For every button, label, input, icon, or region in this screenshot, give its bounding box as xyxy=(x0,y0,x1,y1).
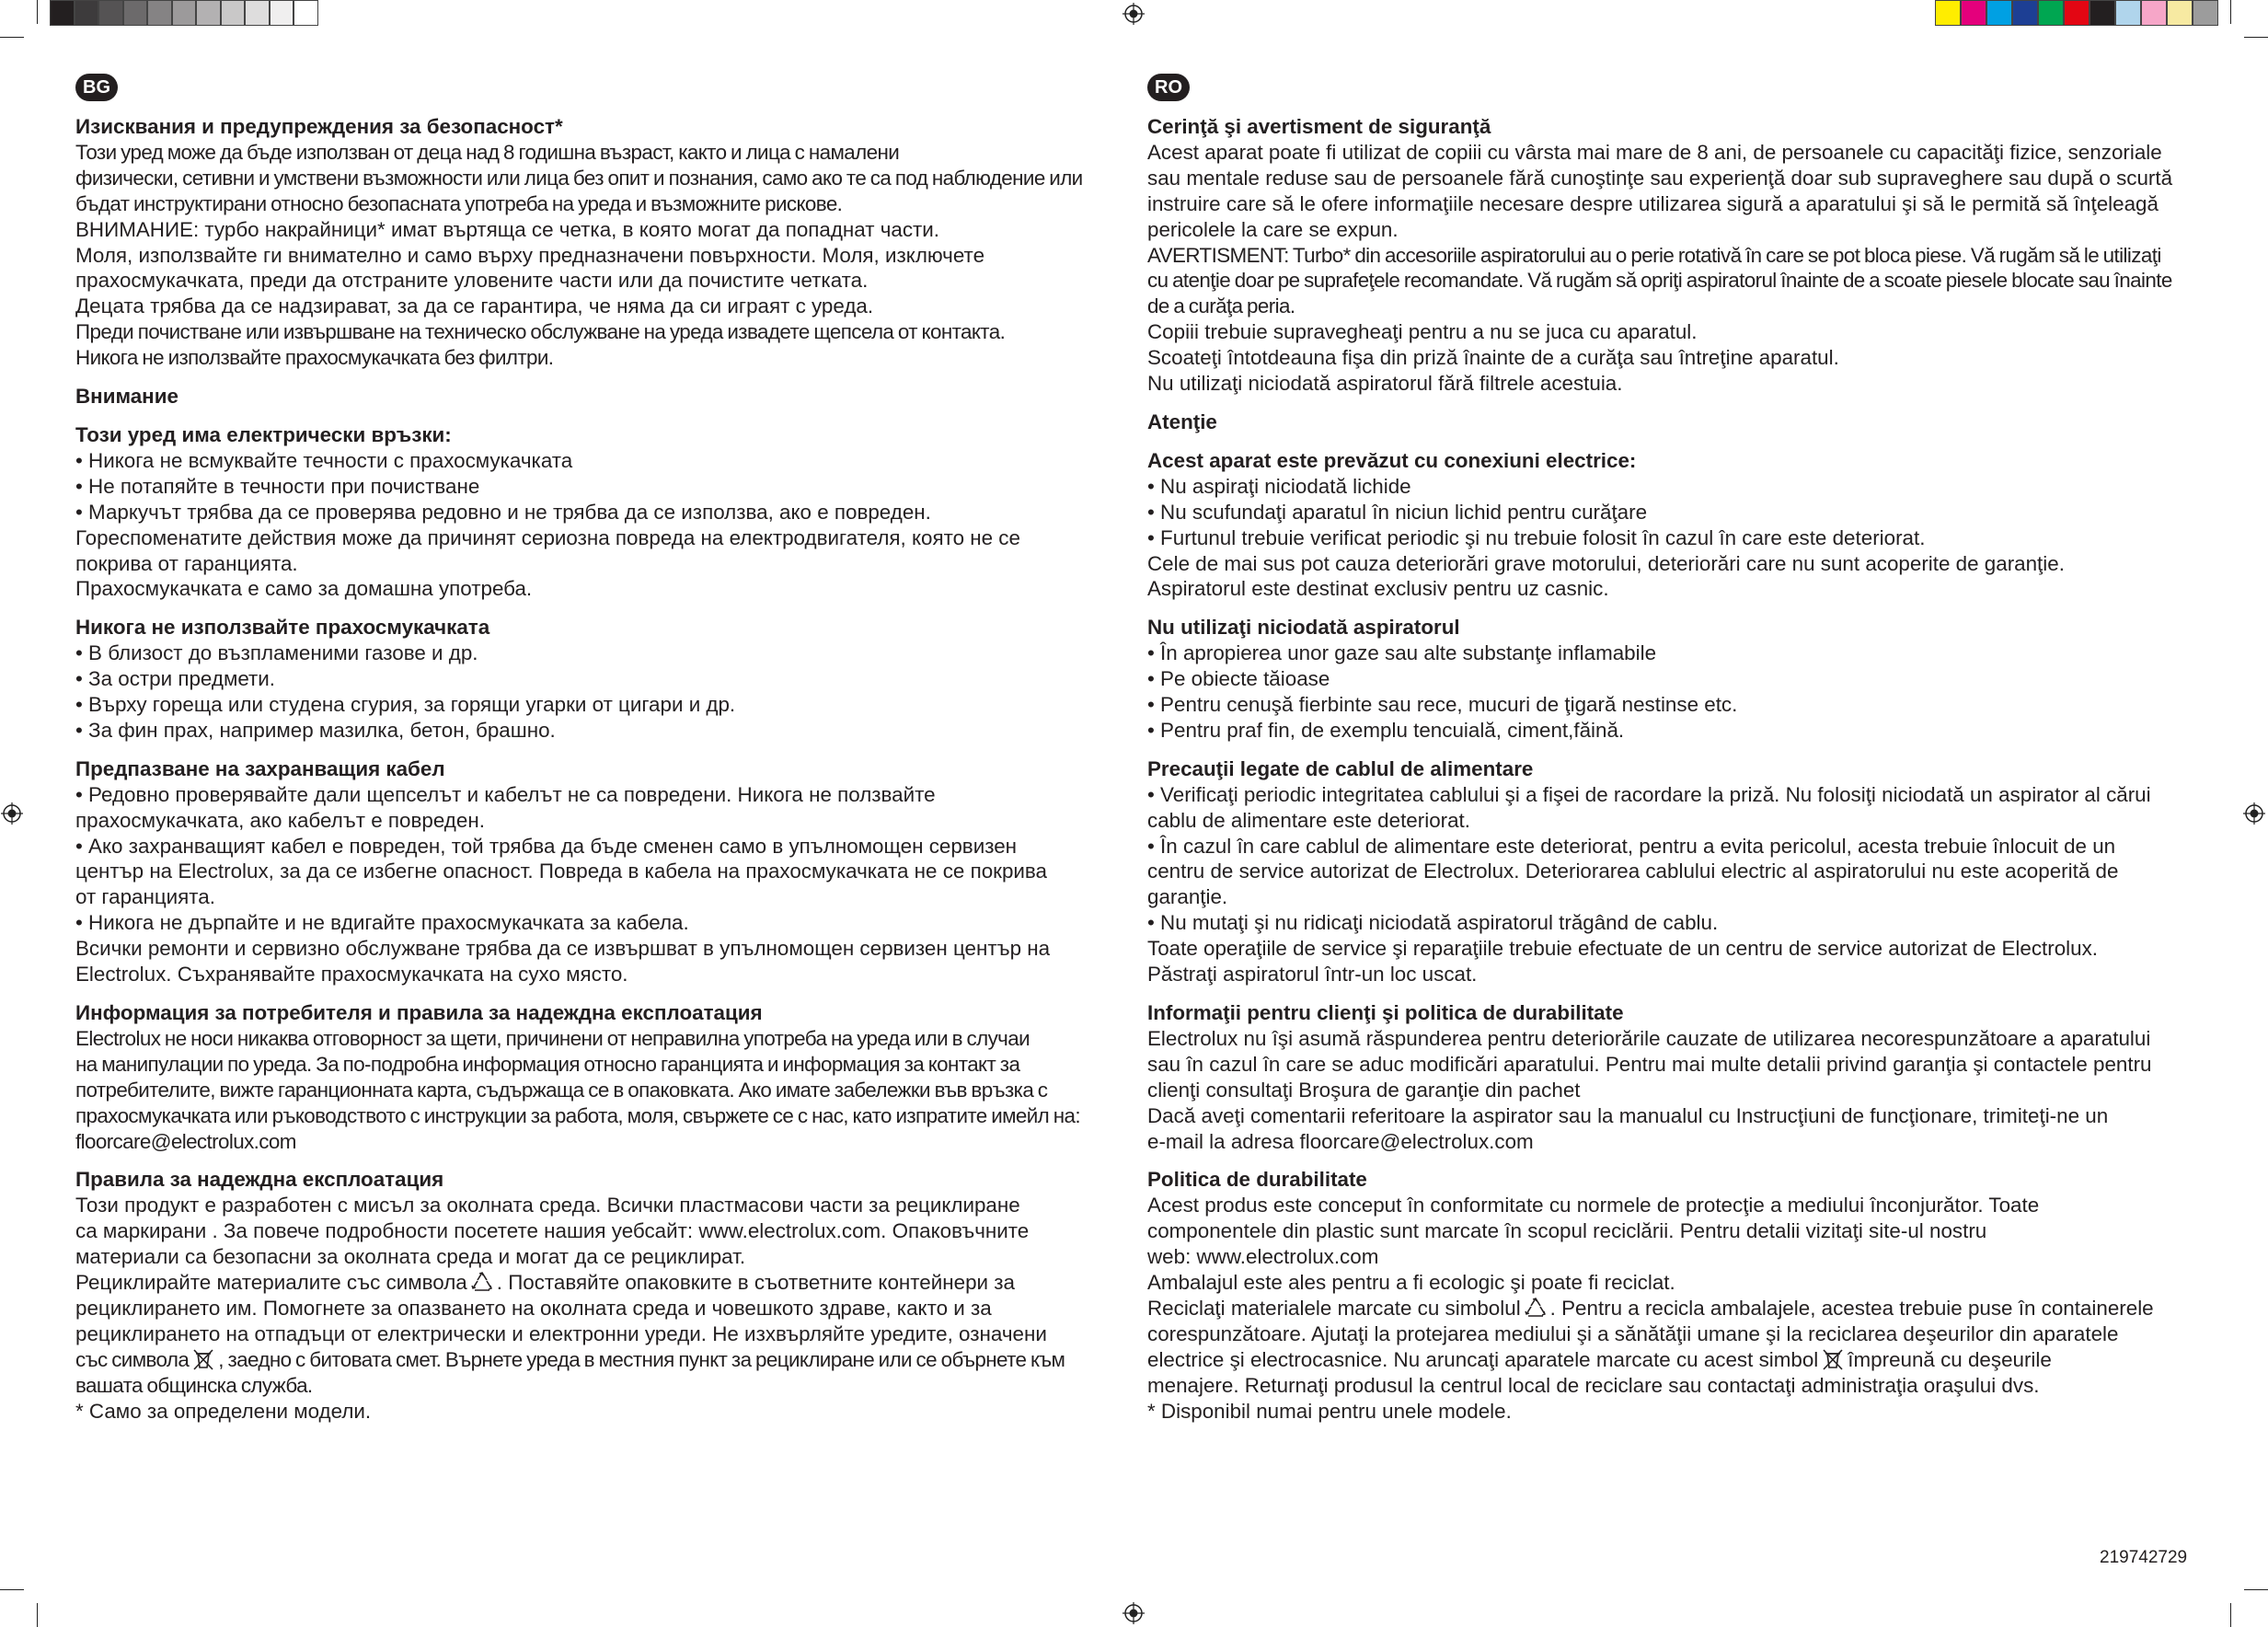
email-text: e-mail la adresa floorcare@electrolux.com xyxy=(1147,1129,1534,1153)
paragraph-line: са маркирани . За повече подробности посетете нашия уебсайт: www.electrolux.com. Опаковъчните xyxy=(75,1219,1030,1243)
paragraph-line: corespunzătoare. Ajutaţi la protejarea mediului şi a sănătăţii umane şi la reciclarea deşeurilor din aparatele xyxy=(1147,1321,2119,1345)
color-calibration-bar xyxy=(1935,0,2218,28)
color-swatch-3 xyxy=(1986,0,2012,26)
paragraph-line: Преди почистване или извършване на техническо обслужване на уреда извадете щепсела от контакта. xyxy=(75,320,1006,344)
paragraph-line: рециклирането им. Помогнете за опазването на околната среда и човешкото здраве, както и за xyxy=(75,1296,992,1320)
list-item: • Никога не дърпайте и не вдигайте прахосмукачката за кабела. xyxy=(75,911,689,935)
paragraph-line: Acest produs este conceput în conformitate cu normele de protecţie a mediului înconjurător. Toate xyxy=(1147,1194,2040,1217)
section-heading: Предпазване на захранващия кабел xyxy=(75,756,445,780)
list-item: • Pentru praf fin, de exemplu tencuială, ciment,făină. xyxy=(1147,718,1625,742)
grayscale-calibration-bar xyxy=(50,0,318,28)
trim-mark xyxy=(2230,1603,2231,1627)
paragraph-line: componentele din plastic sunt marcate în scopul reciclării. Pentru detalii vizitaţi site-ul nostru xyxy=(1147,1219,1987,1243)
trim-mark xyxy=(37,0,38,24)
gray-swatch-4 xyxy=(123,0,148,26)
paragraph-line: Scoateţi întotdeauna fişa din priză înainte de a curăţa sau întreţine aparatul. xyxy=(1147,346,1839,370)
paragraph-line: Гореспоменатите действия може да причинят сериозна повреда на електродвигателя, която не се xyxy=(75,525,1020,549)
paragraph-line: Cele de mai sus pot cauza deteriorări grave motorului, deteriorări care nu sunt acoperite de garanţie. xyxy=(1147,551,2065,575)
section-heading: Този уред има електрически връзки: xyxy=(75,422,452,446)
crossed-bin-icon xyxy=(191,1347,215,1371)
list-item: • Pentru cenuşă fierbinte sau rece, mucuri de ţigară nestinse etc. xyxy=(1147,693,1738,717)
document-number: 219742729 xyxy=(2100,1548,2188,1567)
text-fragment: . Pentru a recicla ambalajele, acestea trebuie puse în containerele xyxy=(1549,1296,2154,1320)
gray-swatch-8 xyxy=(221,0,246,26)
paragraph-line: ВНИМАНИЕ: турбо накрайници* имат въртяща се четка, в която могат да попаднат части. xyxy=(75,217,940,241)
paragraph-line: clienţi consultaţi Broşura de garanţie din pachet xyxy=(1147,1078,1581,1102)
paragraph-line: pericolele la care se expun. xyxy=(1147,217,1399,241)
section-heading: Информация за потребителя и правила за надеждна експлоатация xyxy=(75,1001,763,1024)
paragraph-line: AVERTISMENT: Turbo* din accesoriile aspiratorului au o perie rotativă în care se pot bloca piese. Vă rugăm să le utilizaţi xyxy=(1147,243,2161,267)
paragraph-line: бъдат инструктирани относно безопасната употреба на уреда и възможните рискове. xyxy=(75,191,843,215)
paragraph-line: Ambalajul este ales pentru a fi ecologic şi poate fi reciclat. xyxy=(1147,1271,1675,1295)
paragraph-line: cu atenţie doar pe suprafeţele recomandate. Vă rugăm să opriţi aspiratorul înainte de a scoate piesele blocate sau înainte xyxy=(1147,269,2172,293)
paragraph-line: Electrolux. Съхранявайте прахосмукачката на сухо място. xyxy=(75,963,628,987)
text-fragment: със символа xyxy=(75,1347,190,1371)
registration-mark-icon xyxy=(1,802,23,825)
list-item: • Nu mutaţi şi nu ridicaţi niciodată aspiratorul trăgând de cablu. xyxy=(1147,911,1719,935)
list-item: • В близост до възпламеними газове и др. xyxy=(75,641,478,665)
paragraph-line: на манипулации по уреда. За по-подробна информация относно гаранцията и информация за контакт за xyxy=(75,1052,1020,1076)
list-item: • Никога не всмуквайте течности с прахосмукачката xyxy=(75,448,573,472)
section-heading: Informaţii pentru clienţi şi politica de durabilitate xyxy=(1147,1001,1624,1024)
language-badge-ro: RO xyxy=(1147,74,1190,101)
gray-swatch-1 xyxy=(50,0,75,26)
footnote: * Disponibil numai pentru unele modele. xyxy=(1147,1399,1512,1423)
section-heading: Atenţie xyxy=(1147,410,1217,433)
paragraph-line: Този продукт е разработен с мисъл за околната среда. Всички пластмасови части за рециклиране xyxy=(75,1194,1020,1217)
paragraph-line: Nu utilizaţi niciodată aspiratorul fără filtrele acestuia. xyxy=(1147,372,1623,396)
paragraph-line: прахосмукачката или ръководството с инструкции за работа, моля, свържете се с нас, като изпратите имейл на: xyxy=(75,1103,1081,1127)
text-fragment: , заедно с битовата смет. Върнете уреда в местния пункт за рециклиране или се обърнете към xyxy=(218,1347,1065,1371)
color-swatch-1 xyxy=(1935,0,1961,26)
crossed-bin-icon xyxy=(1821,1347,1845,1371)
paragraph-line: Никога не използвайте прахосмукачката без филтри. xyxy=(75,346,554,370)
paragraph-line: от гаранцията. xyxy=(75,885,215,909)
section-heading: Politica de durabilitate xyxy=(1147,1168,1367,1192)
registration-mark-icon xyxy=(2243,802,2265,825)
text-fragment: Reciclaţi materialele marcate cu simbolul xyxy=(1147,1296,1521,1320)
paragraph-line: centru de service autorizat de Electrolux. Deteriorarea cablului electric al aspiratorului nu este acoperită de xyxy=(1147,860,2119,883)
paragraph-line: sau mentale reduse sau de persoanele fără cunoştinţe sau experienţă doar sub supraveghere sau după o scurtă xyxy=(1147,166,2173,190)
color-swatch-4 xyxy=(2012,0,2038,26)
list-item: • Nu scufundaţi aparatul în niciun lichid pentru curăţare xyxy=(1147,500,1648,524)
trim-mark xyxy=(0,37,24,38)
footnote: * Само за определени модели. xyxy=(75,1399,372,1423)
paragraph-line: център на Electrolux, за да се избегне опасност. Повреда в кабела на прахосмукачката не се покрива xyxy=(75,860,1047,883)
paragraph-line xyxy=(1147,1347,2187,1373)
text-fragment: . Поставяйте опаковките в съответните контейнери за xyxy=(496,1271,1015,1295)
text-fragment: Рециклирайте материалите със символа xyxy=(75,1271,467,1295)
paragraph-line: Electrolux nu îşi asumă răspunderea pentru deteriorările cauzate de utilizarea necorespunzătoare a aparatului xyxy=(1147,1026,2151,1050)
text-fragment: electrice şi electrocasnice. Nu aruncaţi aparatele marcate cu acest simbol xyxy=(1147,1347,1819,1371)
paragraph-line xyxy=(75,1270,1154,1296)
list-item: • За остри предмети. xyxy=(75,667,276,691)
paragraph-line: instruire care să le ofere informaţiile necesare despre utilizarea sigură a aparatului şi să le permită să înţeleagă xyxy=(1147,191,2159,215)
email-text: floorcare@electrolux.com xyxy=(75,1129,296,1153)
paragraph-line: sau în cazul în care se aduc modificări aparatului. Pentru mai multe detalii privind garanţia şi contactele pentru xyxy=(1147,1052,2152,1076)
paragraph-line: Copiii trebuie supravegheaţi pentru a nu se juca cu aparatul. xyxy=(1147,320,1698,344)
gray-swatch-9 xyxy=(245,0,270,26)
list-item: • Маркучът трябва да се проверява редовно и не трябва да се използва, ако е повреден. xyxy=(75,500,931,524)
paragraph-line: Децата трябва да се надзирават, за да се гарантира, че няма да си играят с уреда. xyxy=(75,294,874,318)
section-heading: Nu utilizaţi niciodată aspiratorul xyxy=(1147,616,1460,640)
gray-swatch-7 xyxy=(196,0,221,26)
list-item: • Nu aspiraţi niciodată lichide xyxy=(1147,474,1411,498)
list-item: • Verificaţi periodic integritatea cablului şi a fişei de racordare la priză. Nu folosiţi niciodată un aspirator al cărui xyxy=(1147,782,2151,806)
paragraph-line: покрива от гаранцията. xyxy=(75,551,298,575)
list-item: • Ако захранващият кабел е повреден, той трябва да бъде сменен само в упълномощен сервизен xyxy=(75,834,1018,858)
trim-mark xyxy=(37,1603,38,1627)
list-item: • Не потапяйте в течности при почистване xyxy=(75,474,480,498)
section-heading: Изисквания и предупреждения за безопасност* xyxy=(75,115,563,138)
text-fragment: împreună cu deşeurile xyxy=(1848,1347,2052,1371)
paragraph-line: Моля, използвайте ги внимателно и само върху предназначени повърхности. Моля, изключете xyxy=(75,243,985,267)
color-swatch-6 xyxy=(2064,0,2090,26)
color-swatch-8 xyxy=(2115,0,2141,26)
paragraph-line xyxy=(75,1347,1154,1373)
color-swatch-9 xyxy=(2141,0,2167,26)
color-swatch-7 xyxy=(2090,0,2115,26)
section-heading: Правила за надеждна експлоатация xyxy=(75,1168,444,1192)
paragraph-line: de a curăţa peria. xyxy=(1147,294,1295,318)
paragraph-line: web: www.electrolux.com xyxy=(1147,1245,1379,1269)
registration-mark-icon xyxy=(1122,1602,1145,1624)
paragraph-line: Acest aparat poate fi utilizat de copiii cu vârsta mai mare de 8 ani, de persoanele cu capacităţi fizice, senzoriale xyxy=(1147,140,2162,164)
gray-swatch-3 xyxy=(98,0,123,26)
paragraph-line: Този уред може да бъде използван от деца над 8 годишна възраст, както и лица с намалени xyxy=(75,140,900,164)
color-swatch-11 xyxy=(2193,0,2218,26)
section-heading: Никога не използвайте прахосмукачката xyxy=(75,616,490,640)
list-item: • Furtunul trebuie verificat periodic şi nu trebuie folosit în cazul în care este deteriorat. xyxy=(1147,525,1926,549)
recycle-icon xyxy=(1524,1296,1548,1320)
bulgarian-section xyxy=(75,74,1154,1425)
paragraph-line: рециклирането на отпадъци от електрически и електронни уреди. Не изхвърляйте уредите, означени xyxy=(75,1321,1047,1345)
list-item: • Редовно проверявайте дали щепселът и кабелът не са повредени. Никога не ползвайте xyxy=(75,782,936,806)
color-swatch-5 xyxy=(2038,0,2064,26)
list-item: • În cazul în care cablul de alimentare este deteriorat, pentru a evita pericolul, acesta trebuie înlocuit de un xyxy=(1147,834,2116,858)
romanian-section xyxy=(1147,74,2187,1425)
paragraph-line: Electrolux не носи никаква отговорност за щети, причинени от неправилна употреба на уреда или в случаи xyxy=(75,1026,1030,1050)
gray-swatch-5 xyxy=(147,0,172,26)
paragraph-line: cablu de alimentare este deteriorat. xyxy=(1147,808,1470,832)
paragraph-line: Toate operaţiile de service şi reparaţiile trebuie efectuate de un centru de service autorizat de Electrolux. xyxy=(1147,937,2099,961)
paragraph-line: потребителите, вижте гаранционната карта, съдържаща се в опаковката. Ако имате забележки във връзка с xyxy=(75,1078,1048,1102)
section-heading: Внимание xyxy=(75,385,178,409)
list-item: • Върху гореща или студена сгурия, за горящи угарки от цигари и др. xyxy=(75,693,736,717)
section-heading: Cerinţă şi avertisment de siguranţă xyxy=(1147,115,1491,138)
gray-swatch-10 xyxy=(270,0,294,26)
paragraph-line: вашата общинска служба. xyxy=(75,1373,313,1397)
paragraph-line: Aspiratorul este destinat exclusiv pentru uz casnic. xyxy=(1147,577,1609,601)
paragraph-line xyxy=(1147,1296,2187,1321)
paragraph-line: Dacă aveţi comentarii referitoare la aspirator sau la manualul cu Instrucţiuni de funcţionare, trimiteţi-ne un xyxy=(1147,1103,2109,1127)
paragraph-line: материали са безопасни за околната среда и могат да се рециклират. xyxy=(75,1245,746,1269)
paragraph-line: Прахосмукачката е само за домашна употреба. xyxy=(75,577,533,601)
trim-mark xyxy=(2230,0,2231,24)
paragraph-line: Всички ремонти и сервизно обслужване трябва да се извършват в упълномощен сервизен център на xyxy=(75,937,1051,961)
language-badge-bg: BG xyxy=(75,74,118,101)
recycle-icon xyxy=(470,1270,494,1294)
paragraph-line: Păstraţi aspiratorul într-un loc uscat. xyxy=(1147,963,1478,987)
paragraph-line: физически, сетивни и умствени възможности или лица без опит и познания, само ако те са под наблюдение или xyxy=(75,166,1083,190)
list-item: • За фин прах, например мазилка, бетон, брашно. xyxy=(75,718,556,742)
trim-mark xyxy=(2244,37,2268,38)
gray-swatch-6 xyxy=(172,0,197,26)
paragraph-line: прахосмукачката, ако кабелът е повреден. xyxy=(75,808,485,832)
section-heading: Acest aparat este prevăzut cu conexiuni electrice: xyxy=(1147,448,1637,472)
list-item: • În apropierea unor gaze sau alte substanţe inflamabile xyxy=(1147,641,1657,665)
color-swatch-10 xyxy=(2167,0,2193,26)
gray-swatch-2 xyxy=(75,0,99,26)
list-item: • Pe obiecte tăioase xyxy=(1147,667,1330,691)
paragraph-line: menajere. Returnaţi produsul la centrul local de reciclare sau contactaţi administraţia oraşului dvs. xyxy=(1147,1373,2040,1397)
registration-mark-icon xyxy=(1122,3,1145,25)
paragraph-line: garanţie. xyxy=(1147,885,1228,909)
trim-mark xyxy=(0,1589,24,1590)
section-heading: Precauţii legate de cablul de alimentare xyxy=(1147,756,1534,780)
color-swatch-2 xyxy=(1961,0,1986,26)
paragraph-line: прахосмукачката, преди да отстраните уловените части или да почистите четката. xyxy=(75,269,869,293)
trim-mark xyxy=(2244,1589,2268,1590)
gray-swatch-11 xyxy=(294,0,318,26)
